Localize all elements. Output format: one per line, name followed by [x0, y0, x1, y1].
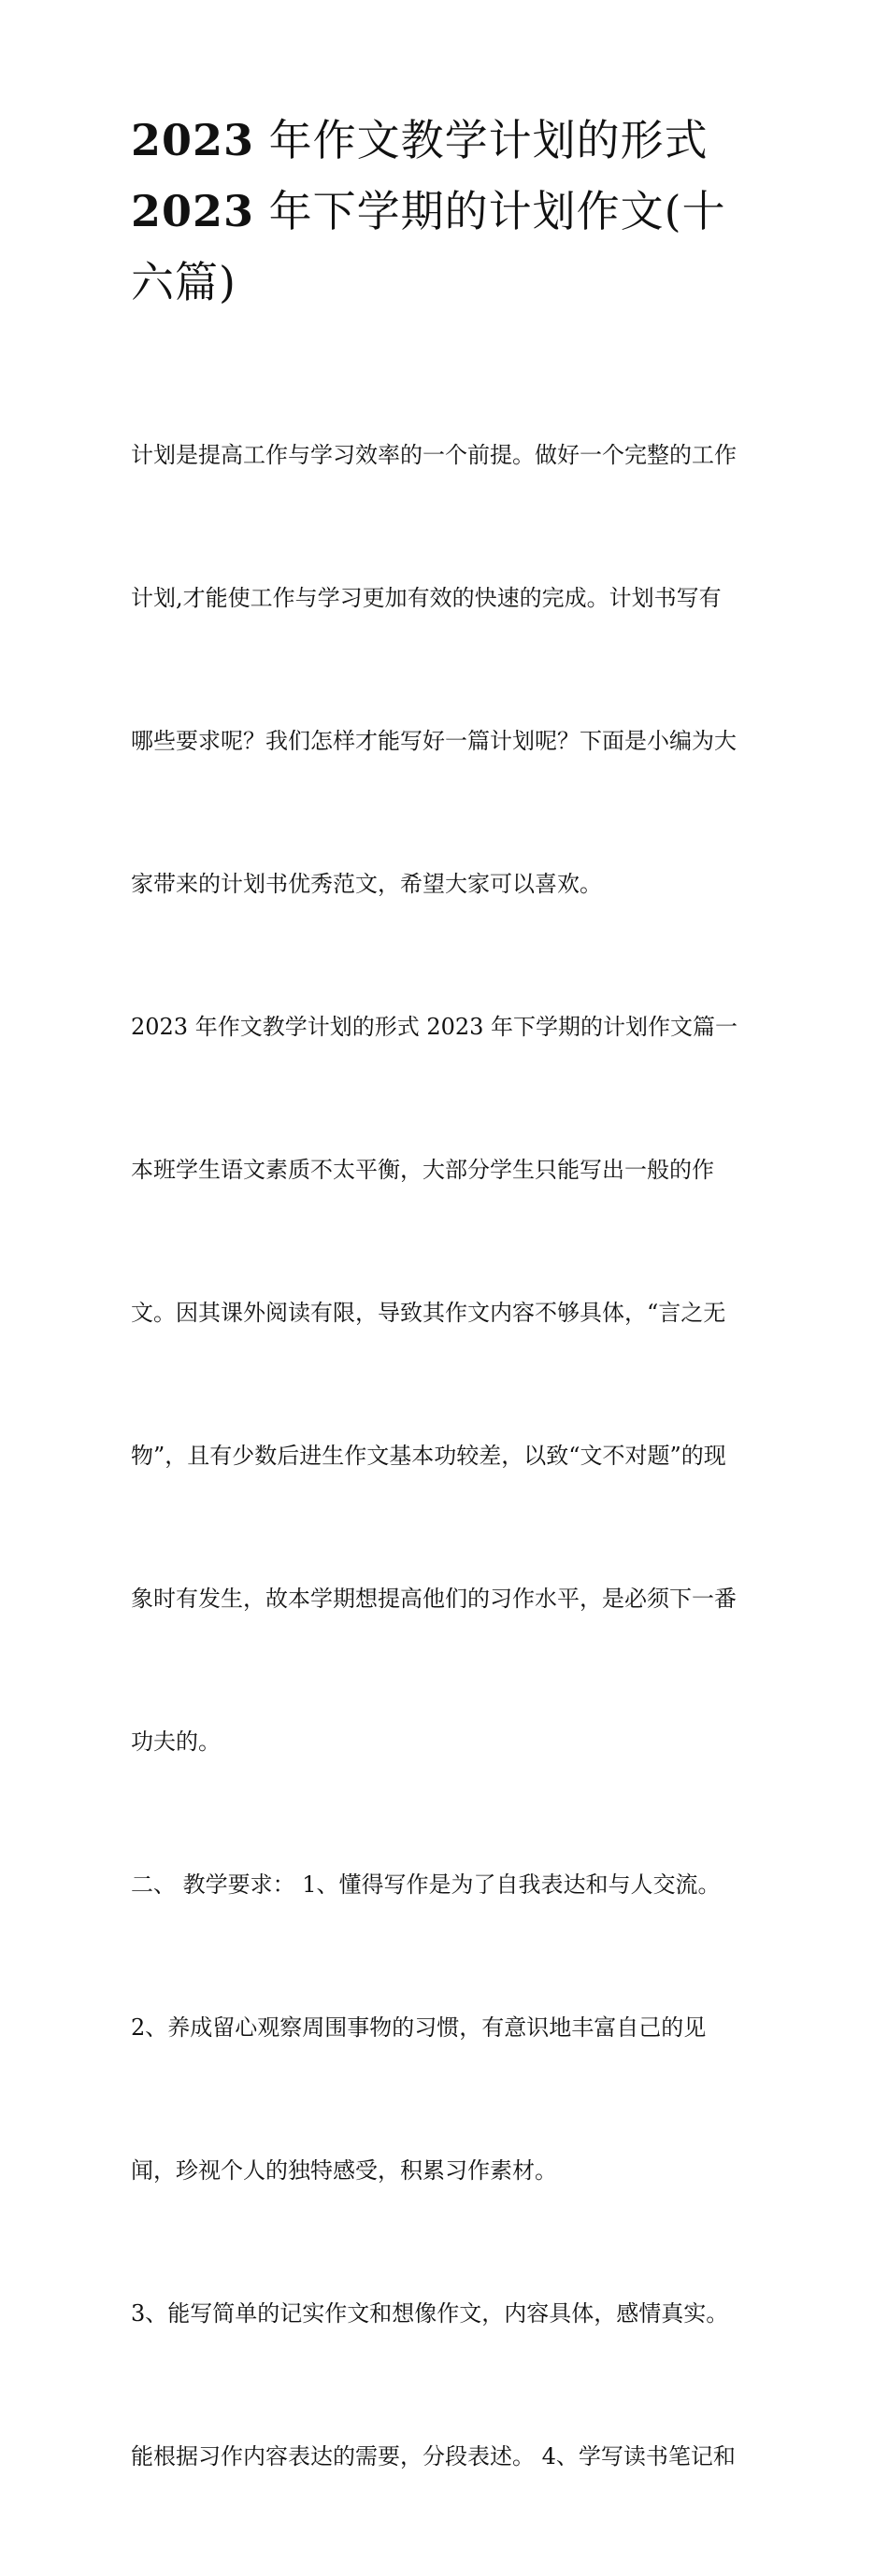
- title-year: 2023: [131, 186, 255, 236]
- body-line: 能根据习作内容表达的需要，分段表述。 4、学写读书笔记和: [131, 2443, 736, 2469]
- body-line: 二、 教学要求： 1、懂得写作是为了自我表达和与人交流。: [131, 1872, 721, 1898]
- body-line: 闻，珍视个人的独特感受，积累习作素材。: [131, 2157, 557, 2184]
- body-line: 计划是提高工作与学习效率的一个前提。做好一个完整的工作: [131, 442, 737, 468]
- document-title: [131, 105, 766, 318]
- title-text: 年作文教学计划的形式: [268, 115, 709, 165]
- title-line-3: [131, 247, 766, 318]
- title-line-1: [131, 105, 766, 176]
- body-line: 2、养成留心观察周围事物的习惯，有意识地丰富自己的见: [131, 2014, 707, 2041]
- document-page: [131, 105, 766, 2576]
- body-line: 家带来的计划书优秀范文，希望大家可以喜欢。: [131, 871, 602, 897]
- body-line: 物”，且有少数后进生作文基本功较差，以致“文不对题”的现: [131, 1443, 726, 1469]
- body-line: 象时有发生，故本学期想提高他们的习作水平，是必须下一番: [131, 1586, 737, 1612]
- section-heading: 2023 年作文教学计划的形式 2023 年下学期的计划作文篇一: [131, 1014, 738, 1040]
- title-text: 六篇): [131, 257, 236, 307]
- body-line: 文。因其课外阅读有限，导致其作文内容不够具体，“言之无: [131, 1300, 726, 1326]
- title-text: 年下学期的计划作文(十: [268, 186, 726, 236]
- body-line: 哪些要求呢？我们怎样才能写好一篇计划呢？下面是小编为大: [131, 728, 737, 754]
- body-line: 3、能写简单的记实作文和想像作文，内容具体，感情真实。: [131, 2300, 729, 2327]
- document-body: [131, 336, 766, 2576]
- body-line: 计划,才能使工作与学习更加有效的快速的完成。计划书写有: [131, 585, 722, 611]
- title-year: 2023: [131, 115, 255, 165]
- body-line: 功夫的。: [131, 1729, 221, 1755]
- body-line: 本班学生语文素质不太平衡，大部分学生只能写出一般的作: [131, 1157, 714, 1183]
- title-line-2: [131, 176, 766, 247]
